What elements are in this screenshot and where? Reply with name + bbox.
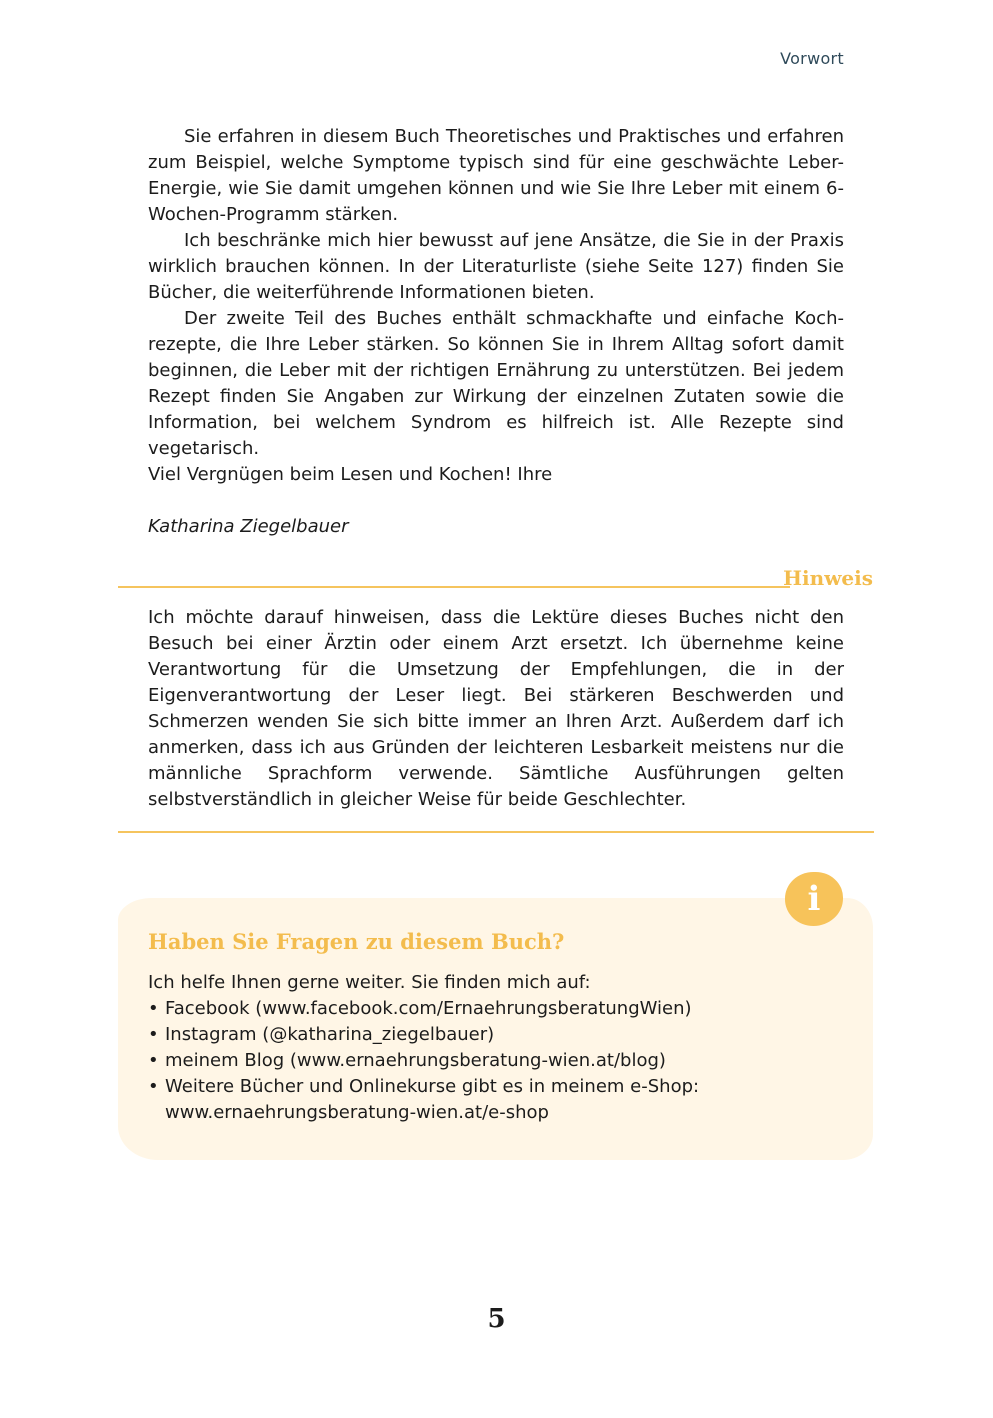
info-icon-glyph: i <box>807 879 821 919</box>
body-text <box>148 124 844 462</box>
author-signature: Katharina Ziegelbauer <box>148 516 349 537</box>
paragraph: Sie erfahren in diesem Buch Theoretisches und Praktisches und erfahren zum Beispiel, welche Symptome typisch sind für eine geschwächte Leber-Energie, wie Sie damit umgehen können und wie Sie Ihre Leber mit einem 6-Wochen-Programm stärken. <box>148 126 844 225</box>
note-text <box>148 605 844 813</box>
note-title: Hinweis <box>783 566 873 590</box>
running-head: Vorwort <box>780 49 844 68</box>
list-item: • Weitere Bücher und Onlinekurse gibt es in meinem e-Shop: www.ernaehrungsberatung-wien.at/e-shop <box>148 1074 848 1126</box>
list-item: • meinem Blog (www.ernaehrungsberatung-wien.at/blog) <box>148 1048 848 1074</box>
list-item: • Facebook (www.facebook.com/ErnaehrungsberatungWien) <box>148 996 848 1022</box>
page-number: 5 <box>487 1304 506 1334</box>
closing-line: Viel Vergnügen beim Lesen und Kochen! Ihre <box>148 464 553 485</box>
info-box-list <box>148 996 848 1126</box>
note-top-rule <box>118 586 790 588</box>
info-icon <box>785 872 843 926</box>
info-box-title: Haben Sie Fragen zu diesem Buch? <box>148 929 565 954</box>
info-box-intro: Ich helfe Ihnen gerne weiter. Sie finden mich auf: <box>148 972 591 993</box>
list-item: • Instagram (@katharina_ziegelbauer) <box>148 1022 848 1048</box>
paragraph: Der zweite Teil des Buches enthält schmackhafte und einfache Kochrezepte, die Ihre Leber stärken. So können Sie in Ihrem Alltag sofort damit beginnen, die Leber mit der richtigen Ernährung zu unterstützen. Bei jedem Rezept finden Sie Angaben zur Wirkung der einzelnen Zutaten sowie die Information, bei welchem Syndrom es hilfreich ist. Alle Rezepte sind vegetarisch. <box>148 308 844 459</box>
note-bottom-rule <box>118 831 874 833</box>
paragraph: Ich beschränke mich hier bewusst auf jene Ansätze, die Sie in der Praxis wirklich brauchen können. In der Literaturliste (siehe Seite 127) finden Sie Bücher, die weiterführende Informationen bieten. <box>148 230 844 303</box>
note-paragraph: Ich möchte darauf hinweisen, dass die Lektüre dieses Buches nicht den Besuch bei einer Ärztin oder einem Arzt ersetzt. Ich übernehme keine Verantwortung für die Umsetzung der Empfehlungen, die in der Eigenverantwortung der Leser liegt. Bei stärkeren Beschwerden und Schmerzen wenden Sie sich bitte immer an Ihren Arzt. Außerdem darf ich anmerken, dass ich aus Gründen der leichteren Lesbarkeit meistens nur die männliche Sprachform verwende. Sämtliche Ausführungen gelten selbstverständlich in gleicher Weise für beide Geschlechter. <box>148 607 844 810</box>
